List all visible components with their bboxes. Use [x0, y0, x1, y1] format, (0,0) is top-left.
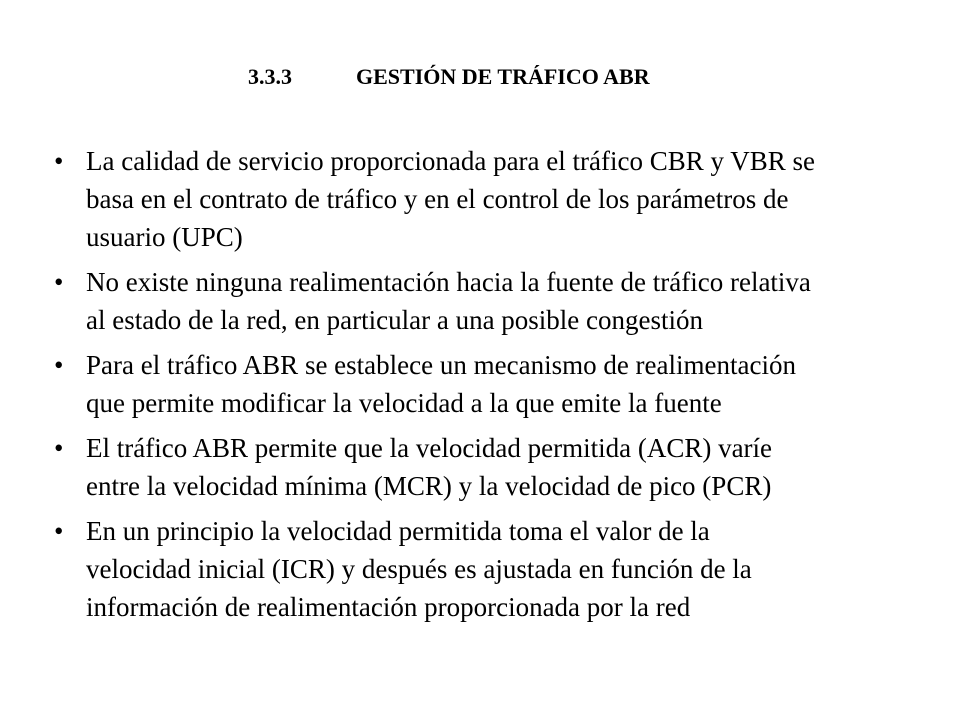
- bullet-line: entre la velocidad mínima (MCR) y la velocidad de pico (PCR): [86, 471, 772, 501]
- bullet-item-4: [54, 429, 934, 505]
- bullet-line: En un principio la velocidad permitida toma el valor de la: [86, 516, 710, 546]
- bullet-item-1: [54, 142, 934, 256]
- bullet-line: información de realimentación proporcionada por la red: [86, 592, 691, 622]
- bullet-line: El tráfico ABR permite que la velocidad permitida (ACR) varíe: [86, 433, 773, 463]
- bullet-line: No existe ninguna realimentación hacia la fuente de tráfico relativa: [86, 267, 811, 297]
- section-heading: [248, 64, 650, 90]
- bullet-line: usuario (UPC): [86, 222, 243, 252]
- bullet-line: Para el tráfico ABR se establece un mecanismo de realimentación: [86, 350, 796, 380]
- section-title: GESTIÓN DE TRÁFICO ABR: [356, 64, 650, 89]
- bullet-dot: •: [54, 433, 64, 463]
- bullet-dot: •: [54, 350, 64, 380]
- bullet-line: velocidad inicial (ICR) y después es ajustada en función de la: [86, 554, 752, 584]
- bullet-item-3: [54, 346, 934, 422]
- section-number: 3.3.3: [248, 64, 292, 89]
- bullet-dot: •: [54, 267, 64, 297]
- bullet-line: que permite modificar la velocidad a la que emite la fuente: [86, 388, 722, 418]
- bullet-item-5: [54, 512, 934, 626]
- bullet-line: al estado de la red, en particular a una posible congestión: [86, 305, 704, 335]
- bullet-dot: •: [54, 146, 64, 176]
- bullet-line: La calidad de servicio proporcionada para el tráfico CBR y VBR se: [86, 146, 816, 176]
- bullet-dot: •: [54, 516, 64, 546]
- bullet-line: basa en el contrato de tráfico y en el control de los parámetros de: [86, 184, 789, 214]
- bullet-item-2: [54, 263, 934, 339]
- bullet-list: [54, 142, 934, 633]
